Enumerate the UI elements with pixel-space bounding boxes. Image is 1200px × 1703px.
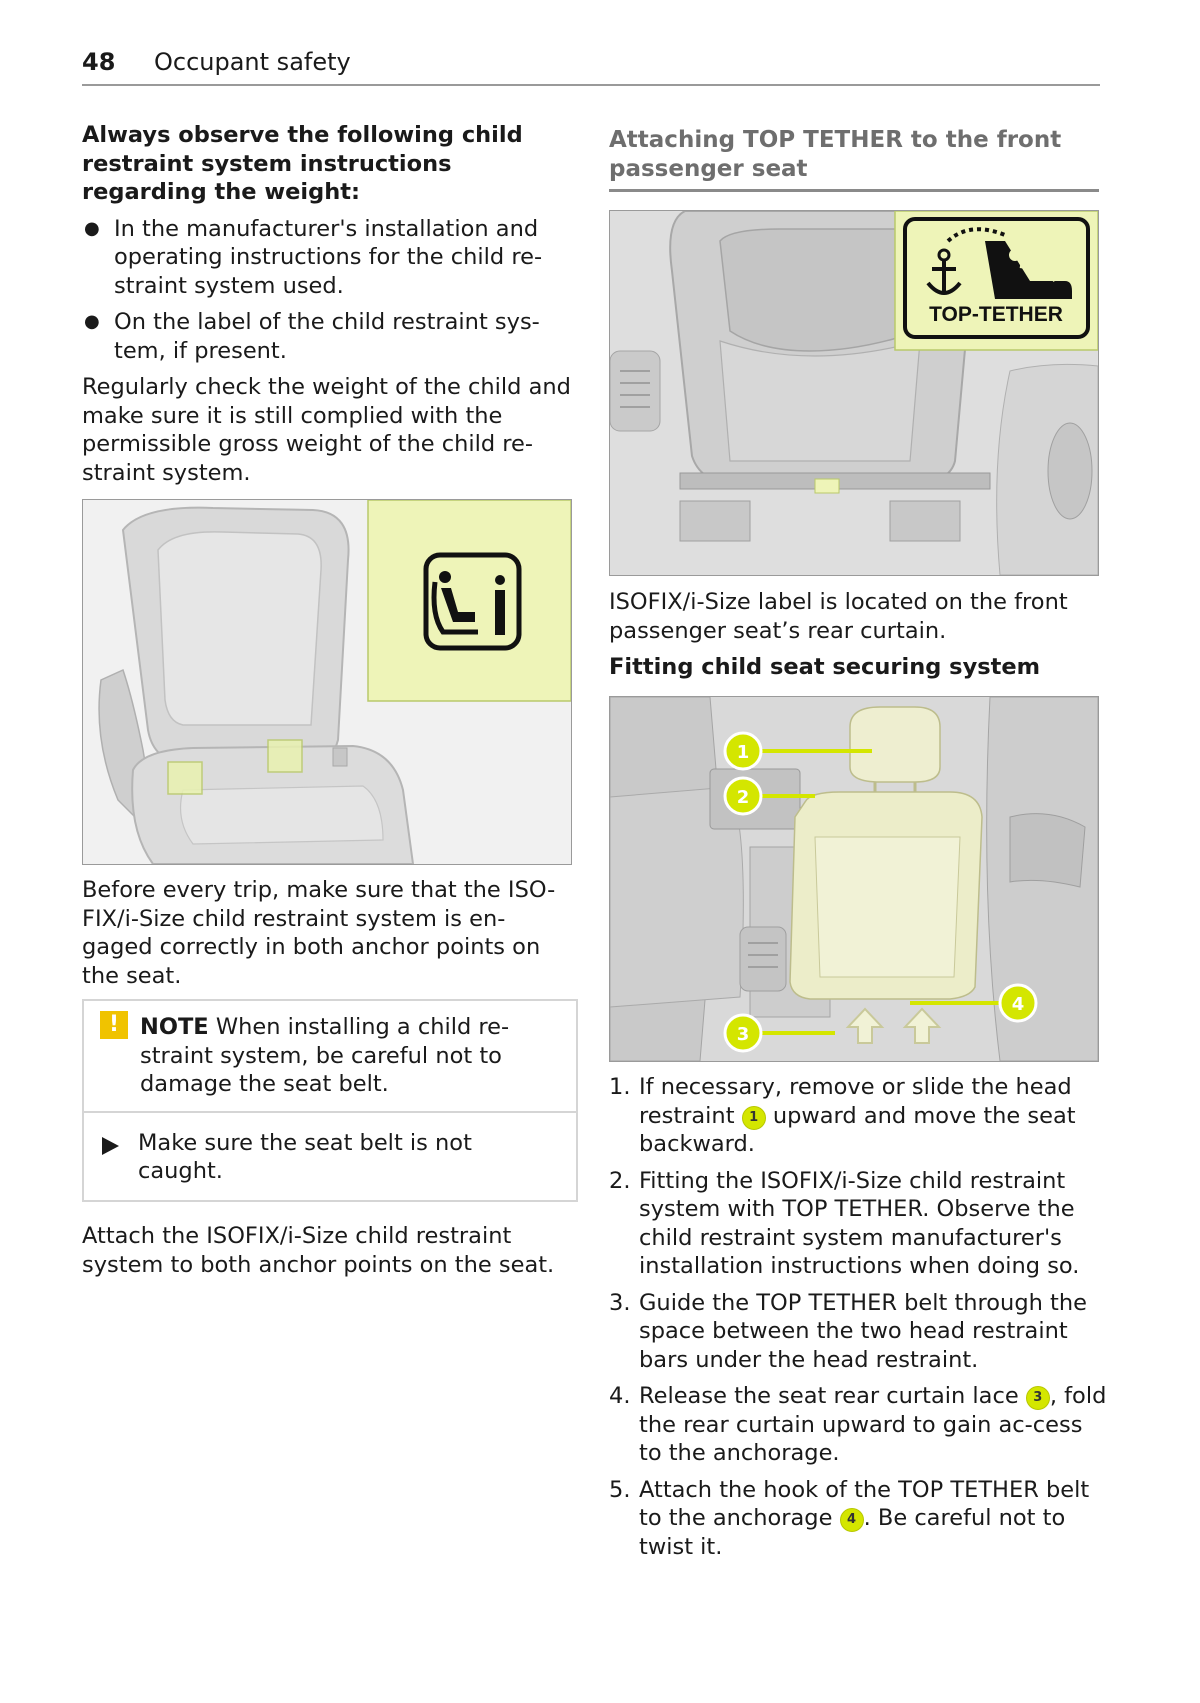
arrow-right-icon	[102, 1137, 119, 1155]
step-item: 2. Fitting the ISOFIX/i-Size child restraint system with TOP TETHER. Observe the child restraint system manufacturer's installation instructions when doing so.	[609, 1167, 1080, 1279]
top-tether-label-text: TOP-TETHER	[929, 303, 1063, 326]
svg-text:4: 4	[1011, 994, 1025, 1015]
left-column-lower	[82, 876, 574, 990]
note-box	[82, 999, 578, 1202]
callout-4	[1000, 985, 1036, 1021]
callout-2	[725, 778, 761, 814]
page-number: 48	[82, 48, 116, 76]
callout-badge: 3	[1026, 1386, 1050, 1410]
note-label: NOTE	[140, 1014, 209, 1040]
step-item: 1. If necessary, remove or slide the head restraint 1 upward and move the seat backward.	[609, 1074, 1076, 1157]
fitting-subheading: Fitting child seat securing system	[609, 654, 1041, 680]
callout-1	[725, 733, 761, 769]
label-caption: ISOFIX/i-Size label is located on the front passenger seat’s rear curtain.	[609, 589, 1068, 644]
trip-paragraph: Before every trip, make sure that the ISO-FIX/i-Size child restraint system is en-gaged correctly in both anchor points on the seat.	[82, 877, 556, 989]
note-action-text: Make sure the seat belt is not caught.	[138, 1129, 472, 1184]
left-column-bottom	[82, 1222, 574, 1279]
attach-paragraph: Attach the ISOFIX/i-Size child restraint system to both anchor points on the seat.	[82, 1223, 555, 1278]
right-section-title: Attaching TOP TETHER to the front passenger seat	[609, 126, 1099, 192]
svg-text:1: 1	[736, 742, 750, 763]
fitting-illustration	[610, 697, 1098, 1061]
right-caption-block	[609, 588, 1099, 682]
svg-text:2: 2	[736, 787, 750, 808]
seat-illustration	[83, 500, 571, 864]
intro-heading: Always observe the following child restraint system instructions regarding the weight:	[82, 122, 523, 205]
page-header	[82, 46, 1100, 86]
top-tether-label-figure	[609, 210, 1099, 576]
rear-seat-illustration	[610, 211, 1098, 575]
callout-badge: 4	[840, 1508, 864, 1532]
steps-list	[609, 1073, 1109, 1569]
step-item: 4. Release the seat rear curtain lace 3 , fold the rear curtain upward to gain ac-cess to the anchorage.	[609, 1383, 1107, 1466]
left-column	[82, 121, 574, 487]
step-item: 5. Attach the hook of the TOP TETHER belt to the anchorage 4 . Be careful not to twist it.	[609, 1476, 1090, 1560]
svg-text:3: 3	[736, 1024, 750, 1045]
fitting-figure	[609, 696, 1099, 1062]
callout-badge: 1	[742, 1106, 766, 1130]
seat-isofix-figure	[82, 499, 572, 865]
step-item: 3. Guide the TOP TETHER belt through the space between the two head restraint bars under the head restraint.	[609, 1289, 1087, 1373]
weight-paragraph: Regularly check the weight of the child and make sure it is still complied with the permissible gross weight of the child re-straint system.	[82, 374, 571, 486]
note-action	[84, 1113, 576, 1200]
section-title: Occupant safety	[154, 48, 351, 76]
bullet-item: ● On the label of the child restraint sys-tem, if present.	[82, 308, 574, 365]
callout-3	[725, 1015, 761, 1051]
bullet-item: ● In the manufacturer's installation and operating instructions for the child re-straint system used.	[82, 215, 574, 301]
warning-icon: !	[100, 1011, 128, 1039]
note-header	[84, 1001, 576, 1113]
note-text: When installing a child re-straint system, be careful not to damage the seat belt.	[140, 1014, 510, 1097]
isofix-child-seat-icon	[426, 555, 519, 648]
